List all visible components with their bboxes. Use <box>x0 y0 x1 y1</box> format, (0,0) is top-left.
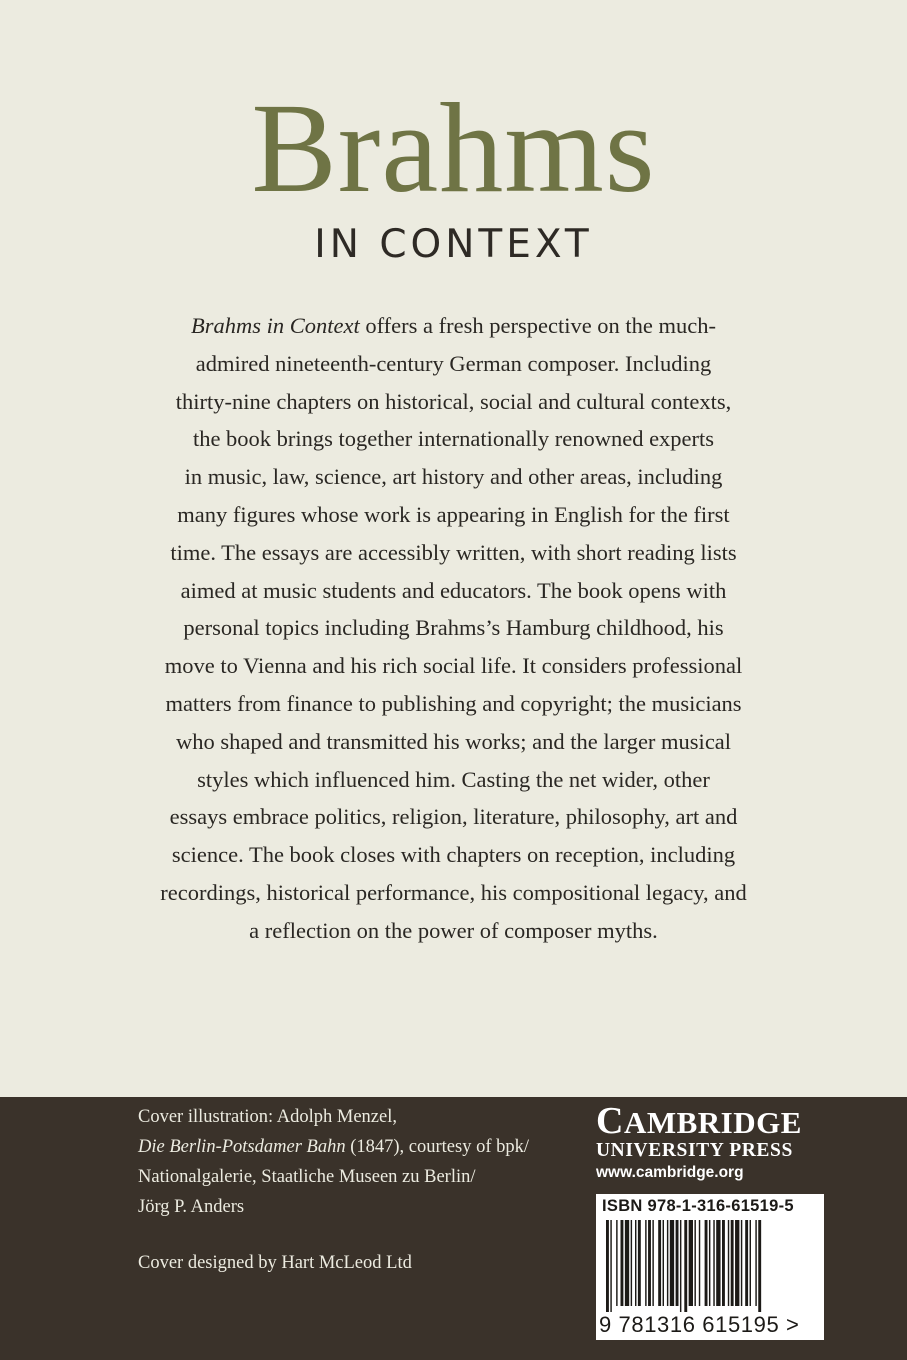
publisher-name-initial: C <box>596 1100 624 1142</box>
blurb-line: a reflection on the power of composer myths. <box>249 917 658 943</box>
barcode-bar <box>728 1220 729 1306</box>
credit-line-text: (1847), courtesy of bpk/ <box>345 1137 529 1157</box>
credit-line: Nationalgalerie, Staatliche Museen zu Berlin/ <box>138 1167 476 1187</box>
blurb-line: the book brings together internationally renowned experts <box>192 426 715 452</box>
barcode-bar <box>667 1220 668 1306</box>
artwork-title-italic: Die Berlin-Potsdamer Bahn <box>138 1137 346 1157</box>
barcode-bar <box>731 1220 734 1306</box>
barcode-bar <box>741 1220 742 1306</box>
barcode-bar <box>625 1220 629 1306</box>
blurb-line: in music, law, science, art history and other areas, including <box>184 464 723 490</box>
blurb-line: admired nineteenth-century German composer. Including <box>195 350 712 376</box>
barcode-bar <box>750 1220 751 1306</box>
publisher-url[interactable]: www.cambridge.org <box>596 1164 744 1181</box>
barcode-bar <box>699 1220 700 1306</box>
book-subtitle: IN CONTEXT <box>314 222 593 267</box>
cover-designer-credit: Cover designed by Hart McLeod Ltd <box>138 1253 412 1273</box>
barcode-bar <box>638 1220 641 1306</box>
blurb-line: science. The book closes with chapters on reception, including <box>171 842 736 868</box>
blurb-line: essays embrace politics, religion, literature, philosophy, art and <box>169 804 738 830</box>
blurb-line: aimed at music students and educators. The book opens with <box>180 577 727 603</box>
publisher-press: UNIVERSITY PRESS <box>596 1140 793 1161</box>
book-blurb <box>110 307 797 950</box>
barcode-bar <box>676 1220 679 1306</box>
ean-digits: 9 781316 615195 > <box>599 1312 800 1337</box>
blurb-line: many figures whose work is appearing in English for the first <box>177 501 730 527</box>
barcode-bar <box>606 1220 609 1312</box>
cover-credits <box>138 1102 558 1273</box>
credit-line <box>138 1132 558 1162</box>
barcode-bar <box>658 1220 661 1306</box>
isbn-label: ISBN 978-1-316-61519-5 <box>602 1197 794 1215</box>
barcode-bar <box>635 1220 636 1306</box>
credit-line: Cover illustration: Adolph Menzel, <box>138 1107 397 1127</box>
blurb-line: recordings, historical performance, his compositional legacy, and <box>160 879 747 905</box>
barcode-bar <box>621 1220 624 1306</box>
barcode-bar <box>758 1220 761 1312</box>
barcode-bar <box>694 1220 695 1306</box>
barcode-bar <box>735 1220 739 1306</box>
barcode-bar <box>631 1220 632 1306</box>
barcode-bar <box>689 1220 693 1306</box>
blurb-first-line-text: offers a fresh perspective on the much- <box>359 313 717 338</box>
publisher-logo <box>596 1100 828 1184</box>
barcode-bar <box>709 1220 710 1306</box>
blurb-book-title-italic: Brahms in Context <box>190 313 360 338</box>
blurb-line: personal topics including Brahms’s Hamburg childhood, his <box>183 615 724 641</box>
barcode-bar <box>716 1220 720 1306</box>
blurb-line: matters from finance to publishing and copyright; the musicians <box>165 690 742 716</box>
barcode-bar <box>684 1220 687 1312</box>
barcode-bar <box>755 1220 756 1306</box>
barcode-bar <box>670 1220 674 1306</box>
publisher-name <box>596 1100 828 1142</box>
blurb-line: time. The essays are accessibly written, with short reading lists <box>170 539 737 565</box>
book-title: Brahms <box>251 77 656 219</box>
barcode-bar <box>680 1220 681 1312</box>
barcode-bar <box>610 1220 611 1312</box>
publisher-name-rest: AMBRIDGE <box>623 1105 802 1140</box>
blurb-line: who shaped and transmitted his works; and the larger musical <box>175 728 732 754</box>
barcode-bar <box>745 1220 748 1306</box>
blurb-line: styles which influenced him. Casting the net wider, other <box>197 766 710 792</box>
blurb-line: move to Vienna and his rich social life. It considers professional <box>164 653 743 679</box>
barcode-bar <box>645 1220 646 1306</box>
blurb-line <box>110 307 797 345</box>
barcode-bar <box>722 1220 725 1306</box>
barcode-bar <box>705 1220 708 1306</box>
barcode-bar <box>713 1220 714 1306</box>
barcode-bar <box>616 1220 617 1306</box>
credit-line: Jörg P. Anders <box>138 1197 245 1217</box>
isbn-barcode <box>596 1194 824 1340</box>
barcode-bar <box>663 1220 664 1306</box>
barcode-bar <box>648 1220 651 1306</box>
barcode-bar <box>652 1220 653 1306</box>
barcode-bars <box>602 1220 818 1312</box>
blurb-line: thirty-nine chapters on historical, social and cultural contexts, <box>175 388 732 414</box>
